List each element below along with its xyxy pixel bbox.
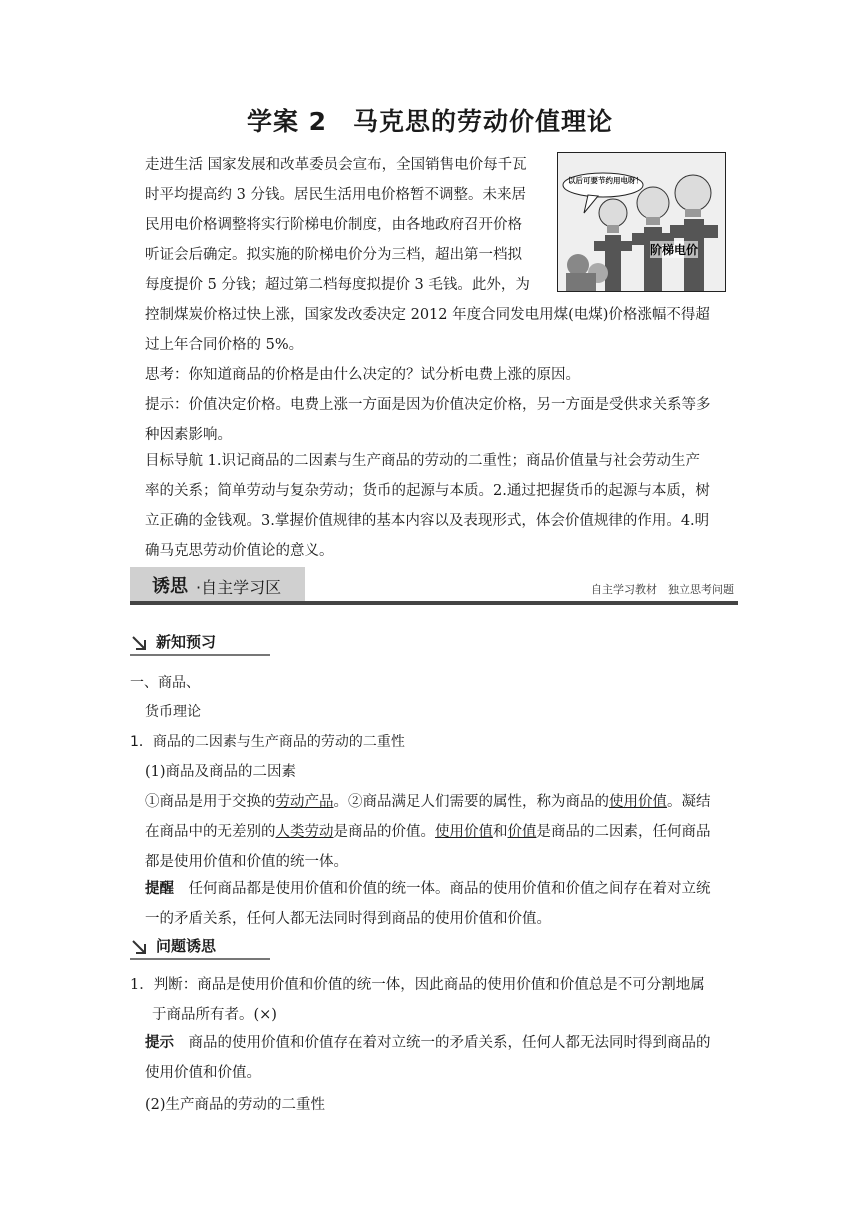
section-head-new-knowledge (130, 630, 270, 656)
subheading-commodity-factors: (1)商品及商品的二因素 (145, 764, 297, 780)
blank-answer: 使用价值 (435, 824, 493, 840)
hint-line: 种因素影响。 (145, 427, 232, 443)
intro-paragraph (145, 150, 550, 300)
hint-text: 使用价值和价值。 (145, 1065, 261, 1081)
question-line: 1．判断：商品是使用价值和价值的统一体，因此商品的使用价值和价值总是不可分割地属 (130, 977, 705, 993)
section-head-rule (130, 654, 270, 656)
reminder-text: 一的矛盾关系，任何人都无法同时得到商品的使用价值和价值。 (145, 911, 551, 927)
blank-answer: 劳动产品 (275, 794, 334, 810)
section-head-rule (130, 958, 270, 960)
diagonal-arrow-icon (132, 940, 146, 954)
goals-line: 目标导航 1.识记商品的二因素与生产商品的劳动的二重性；商品价值量与社会劳动生产 (145, 453, 700, 469)
section-banner (130, 567, 738, 605)
goals-line: 立正确的金钱观。3.掌握价值规律的基本内容以及表现形式，体会价值规律的作用。4.明 (145, 513, 710, 529)
definition-line: ①商品是用于交换的劳动产品。②商品满足人们需要的属性，称为商品的使用价值。凝结 (145, 794, 711, 810)
page-title: 学案 2 马克思的劳动价值理论 (246, 107, 614, 136)
hint-paragraph (145, 390, 735, 450)
intro-line: 民用电价格调整将实行阶梯电价制度，由各地政府召开价格 (145, 217, 522, 233)
heading-money-theory: 货币理论 (145, 704, 201, 720)
subheading-labor-duality: (2)生产商品的劳动的二重性 (145, 1097, 326, 1113)
intro-line: 走进生活 国家发展和改革委员会宣布，全国销售电价每千瓦 (145, 157, 527, 173)
section-head-label: 新知预习 (156, 633, 217, 651)
reminder-paragraph (145, 874, 735, 934)
intro-line: 过上年合同价格的 5%。 (145, 337, 304, 353)
speech-bubble-text: 以后可要节约用电呀！ (568, 176, 643, 185)
intro-line: 听证会后确定。拟实施的阶梯电价分为三档，超出第一档拟 (145, 247, 522, 263)
diagonal-arrow-icon (132, 636, 146, 650)
intro-line: 时平均提高约 3 分钱。居民生活用电价格暂不调整。未来居 (145, 187, 526, 203)
banner-title: 诱思 (152, 576, 188, 597)
hint-line: 提示：价值决定价格。电费上涨一方面是因为价值决定价格，另一方面是受供求关系等多 (145, 397, 711, 413)
think-question: 思考：你知道商品的价格是由什么决定的？试分析电费上涨的原因。 (145, 367, 580, 383)
lightbulb-illustration-icon (558, 153, 725, 291)
judgment-question (130, 970, 735, 1030)
section-head-label: 问题诱思 (156, 937, 217, 955)
definition-line: 在商品中的无差别的人类劳动是商品的价值。使用价值和价值是商品的二因素，任何商品 (145, 824, 711, 840)
hint-text: 商品的使用价值和价值存在着对立统一的矛盾关系，任何人都无法同时得到商品的 (188, 1035, 711, 1051)
banner-rule (130, 601, 738, 605)
question-line: 于商品所有者。(×) (152, 1007, 277, 1023)
hint-label: 提示 (145, 1035, 174, 1051)
goals-line: 率的关系；简单劳动与复杂劳动；货币的起源与本质。2.通过把握货币的起源与本质，树 (145, 483, 710, 499)
section-head-question-thinking (130, 934, 270, 960)
goals-line: 确马克思劳动价值论的意义。 (145, 543, 334, 559)
commodity-definition-paragraph (145, 787, 735, 877)
reminder-label: 提醒 (145, 881, 174, 897)
reminder-text: 任何商品都是使用价值和价值的统一体。商品的使用价值和价值之间存在着对立统 (188, 881, 711, 897)
banner-right-text: 自主学习教材 独立思考问题 (591, 583, 734, 596)
illustration-label: 阶梯电价 (650, 243, 699, 257)
banner-subtitle: ·自主学习区 (196, 578, 282, 597)
definition-line: 都是使用价值和价值的统一体。 (145, 854, 348, 870)
tiered-electricity-illustration (557, 152, 726, 292)
answer-hint-paragraph (145, 1028, 735, 1088)
intro-line: 控制煤炭价格过快上涨，国家发改委决定 2012 年度合同发电用煤(电煤)价格涨幅不得超 (145, 307, 710, 323)
heading-two-factors: 1．商品的二因素与生产商品的劳动的二重性 (130, 734, 405, 750)
intro-paragraph-continued (145, 300, 735, 360)
learning-goals (145, 446, 735, 566)
blank-answer: 使用价值 (609, 794, 667, 810)
blank-answer: 价值 (507, 824, 537, 840)
heading-commodity: 一、商品、 (130, 675, 200, 691)
blank-answer: 人类劳动 (275, 824, 334, 840)
intro-line: 每度提价 5 分钱；超过第二档每度拟提价 3 毛钱。此外，为 (145, 277, 530, 293)
